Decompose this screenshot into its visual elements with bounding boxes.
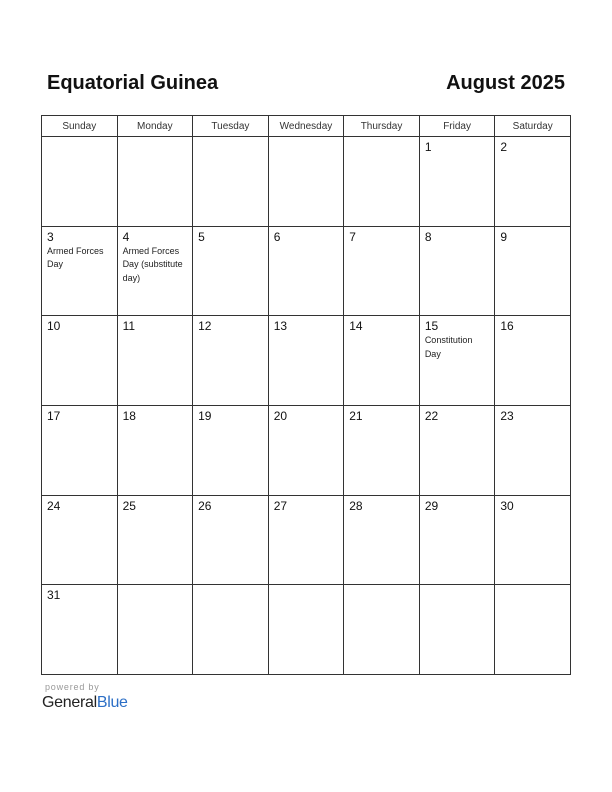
day-number: 10 [47,319,61,334]
weekday-monday: Monday [117,116,193,137]
day-number: 17 [47,409,61,424]
brand-blue-text: Blue [96,694,128,711]
day-number: 3 [47,229,54,244]
day-cell [268,226,344,316]
week-row [42,226,571,316]
day-number: 22 [424,409,439,424]
generalblue-logo[interactable] [42,694,128,712]
day-number: 7 [349,229,356,244]
weekday-saturday: Saturday [495,116,571,137]
day-number: 18 [122,409,136,424]
day-cell [495,316,571,406]
day-cell [117,495,193,585]
day-number: 1 [424,140,432,154]
calendar-grid [41,115,571,675]
day-cell [419,316,495,406]
day-number: 16 [500,319,514,334]
day-number: 2 [500,140,508,154]
day-number: 27 [273,498,288,513]
day-number: 8 [424,229,432,244]
day-cell [495,495,571,585]
day-number: 29 [424,498,439,513]
day-cell [117,585,193,675]
day-cell [495,226,571,316]
day-number: 30 [500,498,514,513]
month-year-title: August 2025 [446,72,565,94]
holiday-label: Armed Forces Day [47,245,104,270]
day-cell [42,226,118,316]
day-number: 25 [122,498,136,513]
weekday-thursday: Thursday [344,116,420,137]
day-cell [419,495,495,585]
day-number: 20 [273,409,288,424]
day-number: 12 [198,319,212,334]
day-number: 14 [349,319,363,334]
day-cell [495,585,571,675]
day-number: 11 [122,319,136,334]
brand-general-text: General [42,694,97,711]
day-cell [419,137,495,227]
day-cell [193,137,269,227]
week-row [42,495,571,585]
weekday-friday: Friday [419,116,495,137]
day-number: 15 [424,319,439,334]
weekday-sunday: Sunday [42,116,118,137]
day-number: 5 [198,229,205,244]
day-cell [344,495,420,585]
day-cell [42,495,118,585]
day-cell [268,585,344,675]
day-cell [117,316,193,406]
day-cell [117,406,193,496]
day-number: 19 [198,409,212,424]
day-cell [344,406,420,496]
day-cell [344,226,420,316]
day-cell [268,137,344,227]
day-number: 26 [198,498,212,513]
day-cell [42,137,118,227]
day-cell [117,137,193,227]
week-row [42,585,571,675]
day-cell [193,226,269,316]
day-cell [42,316,118,406]
country-title: Equatorial Guinea [47,72,219,94]
weekday-header-row [42,116,571,137]
day-number: 4 [122,229,130,244]
day-cell [42,406,118,496]
day-cell [193,316,269,406]
day-number: 28 [349,498,363,513]
day-number: 13 [273,319,288,334]
week-row [42,137,571,227]
day-cell [193,585,269,675]
holiday-label: Armed Forces Day (substitute day) [122,245,183,283]
day-cell [344,137,420,227]
day-cell [268,495,344,585]
day-number: 6 [273,229,281,244]
day-cell [344,585,420,675]
day-cell [419,226,495,316]
day-cell [117,226,193,316]
holiday-label: Constitution Day [424,335,473,359]
day-number: 31 [47,588,61,603]
day-cell [419,585,495,675]
weekday-wednesday: Wednesday [268,116,344,137]
day-number: 9 [500,229,508,244]
day-cell [193,495,269,585]
day-cell [495,137,571,227]
day-cell [419,406,495,496]
day-number: 23 [500,409,514,424]
day-number: 24 [47,498,61,513]
day-cell [42,585,118,675]
weekday-tuesday: Tuesday [193,116,269,137]
day-cell [495,406,571,496]
powered-by-label: powered by [45,682,100,692]
week-row [42,406,571,496]
day-cell [268,316,344,406]
day-cell [193,406,269,496]
week-row [42,316,571,406]
day-cell [268,406,344,496]
day-cell [344,316,420,406]
day-number: 21 [349,409,363,424]
